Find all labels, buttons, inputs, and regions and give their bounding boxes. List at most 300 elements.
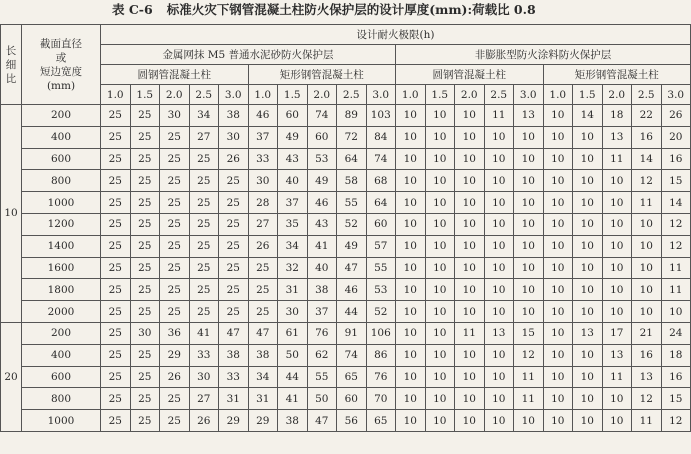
value-cell: 25 <box>101 257 131 279</box>
value-cell: 13 <box>602 344 632 366</box>
value-cell: 10 <box>425 322 455 344</box>
value-cell: 10 <box>396 170 426 192</box>
table-row <box>1 344 691 366</box>
fire-limit-header: 设计耐火极限(h) <box>101 25 691 45</box>
value-cell: 25 <box>219 279 249 301</box>
size-header: 截面直径 或 短边宽度 (mm) <box>22 25 101 105</box>
value-cell: 25 <box>101 366 131 388</box>
value-cell: 12 <box>661 213 691 235</box>
value-cell: 10 <box>632 235 662 257</box>
value-cell: 25 <box>219 192 249 214</box>
value-cell: 11 <box>514 388 544 410</box>
value-cell: 55 <box>337 192 367 214</box>
value-cell: 10 <box>425 213 455 235</box>
hours-header-cell: 2.0 <box>455 85 485 105</box>
value-cell: 25 <box>248 257 278 279</box>
value-cell: 25 <box>130 366 160 388</box>
value-cell: 10 <box>514 257 544 279</box>
value-cell: 16 <box>632 344 662 366</box>
value-cell: 25 <box>130 388 160 410</box>
hours-header-cell: 3.0 <box>366 85 396 105</box>
value-cell: 60 <box>307 126 337 148</box>
value-cell: 10 <box>484 192 514 214</box>
slenderness-header: 长 细 比 <box>1 25 22 105</box>
value-cell: 10 <box>484 279 514 301</box>
value-cell: 25 <box>189 170 219 192</box>
value-cell: 10 <box>602 192 632 214</box>
value-cell: 47 <box>248 322 278 344</box>
value-cell: 10 <box>543 279 573 301</box>
value-cell: 10 <box>543 148 573 170</box>
value-cell: 53 <box>366 279 396 301</box>
value-cell: 46 <box>337 279 367 301</box>
value-cell: 10 <box>455 388 485 410</box>
value-cell: 13 <box>573 322 603 344</box>
value-cell: 25 <box>130 279 160 301</box>
value-cell: 25 <box>130 192 160 214</box>
value-cell: 10 <box>455 410 485 432</box>
value-cell: 76 <box>366 366 396 388</box>
value-cell: 10 <box>543 344 573 366</box>
value-cell: 14 <box>661 192 691 214</box>
value-cell: 10 <box>543 126 573 148</box>
table-row <box>1 213 691 235</box>
value-cell: 10 <box>484 344 514 366</box>
value-cell: 10 <box>396 279 426 301</box>
value-cell: 12 <box>514 344 544 366</box>
value-cell: 25 <box>189 257 219 279</box>
value-cell: 10 <box>396 105 426 127</box>
rectangular-a-header: 矩形钢管混凝土柱 <box>248 65 396 85</box>
value-cell: 10 <box>484 213 514 235</box>
value-cell: 10 <box>455 105 485 127</box>
value-cell: 10 <box>514 301 544 323</box>
value-cell: 91 <box>337 322 367 344</box>
hours-header-cell: 1.5 <box>130 85 160 105</box>
value-cell: 25 <box>130 344 160 366</box>
value-cell: 10 <box>425 279 455 301</box>
value-cell: 49 <box>337 235 367 257</box>
value-cell: 10 <box>514 279 544 301</box>
value-cell: 47 <box>337 257 367 279</box>
value-cell: 25 <box>248 301 278 323</box>
value-cell: 10 <box>543 170 573 192</box>
value-cell: 10 <box>484 257 514 279</box>
value-cell: 10 <box>602 279 632 301</box>
value-cell: 38 <box>248 344 278 366</box>
fire-protection-table <box>0 24 691 432</box>
value-cell: 10 <box>573 301 603 323</box>
value-cell: 10 <box>543 105 573 127</box>
value-cell: 52 <box>366 301 396 323</box>
value-cell: 25 <box>101 301 131 323</box>
table-row <box>1 148 691 170</box>
size-cell: 1800 <box>22 279 101 301</box>
value-cell: 10 <box>484 126 514 148</box>
value-cell: 10 <box>425 301 455 323</box>
value-cell: 33 <box>248 148 278 170</box>
value-cell: 10 <box>602 388 632 410</box>
size-cell: 2000 <box>22 301 101 323</box>
size-cell: 800 <box>22 388 101 410</box>
value-cell: 10 <box>573 344 603 366</box>
value-cell: 10 <box>573 235 603 257</box>
value-cell: 10 <box>425 257 455 279</box>
value-cell: 11 <box>602 366 632 388</box>
value-cell: 10 <box>425 105 455 127</box>
table-number: 表 C-6 <box>112 2 153 17</box>
value-cell: 10 <box>602 257 632 279</box>
value-cell: 25 <box>248 279 278 301</box>
value-cell: 25 <box>189 148 219 170</box>
value-cell: 10 <box>573 170 603 192</box>
value-cell: 10 <box>514 170 544 192</box>
value-cell: 27 <box>248 213 278 235</box>
value-cell: 34 <box>278 235 308 257</box>
value-cell: 16 <box>632 126 662 148</box>
value-cell: 10 <box>543 410 573 432</box>
value-cell: 25 <box>130 410 160 432</box>
value-cell: 25 <box>160 213 190 235</box>
value-cell: 41 <box>278 388 308 410</box>
value-cell: 26 <box>189 410 219 432</box>
value-cell: 10 <box>455 235 485 257</box>
table-row <box>1 301 691 323</box>
hours-header-cell: 1.0 <box>396 85 426 105</box>
value-cell: 10 <box>396 388 426 410</box>
size-cell: 400 <box>22 344 101 366</box>
value-cell: 11 <box>661 257 691 279</box>
value-cell: 38 <box>219 344 249 366</box>
value-cell: 64 <box>366 192 396 214</box>
value-cell: 62 <box>307 344 337 366</box>
hours-header-cell: 2.5 <box>337 85 367 105</box>
value-cell: 10 <box>573 213 603 235</box>
value-cell: 74 <box>366 148 396 170</box>
value-cell: 25 <box>130 213 160 235</box>
value-cell: 10 <box>396 257 426 279</box>
value-cell: 18 <box>602 105 632 127</box>
value-cell: 43 <box>307 213 337 235</box>
value-cell: 13 <box>602 126 632 148</box>
value-cell: 15 <box>661 388 691 410</box>
value-cell: 12 <box>661 410 691 432</box>
value-cell: 35 <box>278 213 308 235</box>
hours-header-cell: 2.0 <box>160 85 190 105</box>
value-cell: 28 <box>248 192 278 214</box>
value-cell: 103 <box>366 105 396 127</box>
value-cell: 10 <box>396 301 426 323</box>
value-cell: 60 <box>337 388 367 410</box>
value-cell: 10 <box>573 279 603 301</box>
value-cell: 47 <box>307 410 337 432</box>
value-cell: 10 <box>396 366 426 388</box>
value-cell: 25 <box>160 148 190 170</box>
value-cell: 76 <box>307 322 337 344</box>
value-cell: 41 <box>189 322 219 344</box>
value-cell: 38 <box>307 279 337 301</box>
hours-header-cell: 1.5 <box>278 85 308 105</box>
value-cell: 10 <box>396 126 426 148</box>
value-cell: 25 <box>130 126 160 148</box>
value-cell: 34 <box>248 366 278 388</box>
value-cell: 65 <box>366 410 396 432</box>
size-cell: 200 <box>22 105 101 127</box>
value-cell: 37 <box>248 126 278 148</box>
table-row <box>1 105 691 127</box>
value-cell: 16 <box>661 366 691 388</box>
value-cell: 10 <box>425 388 455 410</box>
value-cell: 60 <box>278 105 308 127</box>
value-cell: 86 <box>366 344 396 366</box>
value-cell: 16 <box>661 148 691 170</box>
hours-header-cell: 1.0 <box>101 85 131 105</box>
circular-b-header: 圆钢管混凝土柱 <box>396 65 544 85</box>
value-cell: 41 <box>307 235 337 257</box>
value-cell: 40 <box>307 257 337 279</box>
value-cell: 10 <box>484 388 514 410</box>
value-cell: 11 <box>661 279 691 301</box>
value-cell: 46 <box>248 105 278 127</box>
value-cell: 25 <box>130 170 160 192</box>
value-cell: 10 <box>543 213 573 235</box>
value-cell: 56 <box>337 410 367 432</box>
value-cell: 10 <box>484 170 514 192</box>
value-cell: 10 <box>455 192 485 214</box>
value-cell: 25 <box>160 410 190 432</box>
value-cell: 10 <box>484 410 514 432</box>
value-cell: 11 <box>632 192 662 214</box>
value-cell: 17 <box>602 322 632 344</box>
table-row <box>1 257 691 279</box>
value-cell: 30 <box>278 301 308 323</box>
value-cell: 25 <box>130 148 160 170</box>
value-cell: 13 <box>632 366 662 388</box>
value-cell: 10 <box>573 366 603 388</box>
value-cell: 25 <box>160 170 190 192</box>
value-cell: 10 <box>543 301 573 323</box>
value-cell: 25 <box>130 301 160 323</box>
value-cell: 10 <box>632 213 662 235</box>
value-cell: 25 <box>130 235 160 257</box>
value-cell: 10 <box>602 213 632 235</box>
value-cell: 38 <box>278 410 308 432</box>
value-cell: 25 <box>101 126 131 148</box>
table-row <box>1 322 691 344</box>
value-cell: 10 <box>602 170 632 192</box>
value-cell: 58 <box>337 170 367 192</box>
size-cell: 800 <box>22 170 101 192</box>
value-cell: 24 <box>661 322 691 344</box>
value-cell: 11 <box>455 322 485 344</box>
value-cell: 10 <box>396 344 426 366</box>
value-cell: 10 <box>396 322 426 344</box>
value-cell: 10 <box>455 170 485 192</box>
value-cell: 10 <box>484 148 514 170</box>
value-cell: 10 <box>455 301 485 323</box>
value-cell: 10 <box>573 192 603 214</box>
value-cell: 106 <box>366 322 396 344</box>
value-cell: 10 <box>425 148 455 170</box>
value-cell: 25 <box>101 235 131 257</box>
value-cell: 61 <box>278 322 308 344</box>
value-cell: 11 <box>632 410 662 432</box>
value-cell: 49 <box>307 170 337 192</box>
value-cell: 64 <box>337 148 367 170</box>
value-cell: 10 <box>396 148 426 170</box>
value-cell: 25 <box>189 213 219 235</box>
value-cell: 25 <box>101 105 131 127</box>
value-cell: 25 <box>160 192 190 214</box>
value-cell: 14 <box>573 105 603 127</box>
value-cell: 10 <box>543 257 573 279</box>
value-cell: 10 <box>543 192 573 214</box>
value-cell: 25 <box>101 213 131 235</box>
value-cell: 10 <box>396 192 426 214</box>
value-cell: 10 <box>573 388 603 410</box>
value-cell: 11 <box>484 105 514 127</box>
value-cell: 33 <box>189 344 219 366</box>
table-row <box>1 366 691 388</box>
slenderness-cell: 10 <box>1 105 22 323</box>
value-cell: 32 <box>278 257 308 279</box>
table-caption: 标准火灾下钢管混凝土柱防火保护层的设计厚度(mm):荷载比 0.8 <box>166 2 536 17</box>
value-cell: 29 <box>248 410 278 432</box>
value-cell: 31 <box>278 279 308 301</box>
value-cell: 25 <box>219 301 249 323</box>
hours-header-cell: 1.0 <box>543 85 573 105</box>
value-cell: 25 <box>101 410 131 432</box>
size-cell: 200 <box>22 322 101 344</box>
value-cell: 10 <box>602 301 632 323</box>
value-cell: 44 <box>278 366 308 388</box>
value-cell: 10 <box>425 170 455 192</box>
value-cell: 10 <box>514 126 544 148</box>
value-cell: 20 <box>661 126 691 148</box>
value-cell: 15 <box>661 170 691 192</box>
value-cell: 60 <box>366 213 396 235</box>
value-cell: 25 <box>189 279 219 301</box>
value-cell: 10 <box>573 126 603 148</box>
value-cell: 10 <box>573 257 603 279</box>
protection-a-header: 金属网抹 M5 普通水泥砂防火保护层 <box>101 45 396 65</box>
table-row <box>1 126 691 148</box>
value-cell: 25 <box>160 279 190 301</box>
table-title <box>0 0 691 20</box>
value-cell: 10 <box>632 257 662 279</box>
size-cell: 1000 <box>22 192 101 214</box>
value-cell: 74 <box>337 344 367 366</box>
size-cell: 600 <box>22 148 101 170</box>
protection-b-header: 非膨胀型防火涂料防火保护层 <box>396 45 691 65</box>
value-cell: 30 <box>160 105 190 127</box>
value-cell: 30 <box>248 170 278 192</box>
rectangular-b-header: 矩形钢管混凝土柱 <box>543 65 691 85</box>
value-cell: 10 <box>632 301 662 323</box>
value-cell: 33 <box>219 366 249 388</box>
hours-header-cell: 2.5 <box>632 85 662 105</box>
value-cell: 25 <box>101 192 131 214</box>
value-cell: 10 <box>573 148 603 170</box>
value-cell: 10 <box>632 279 662 301</box>
value-cell: 34 <box>189 105 219 127</box>
value-cell: 10 <box>543 235 573 257</box>
value-cell: 53 <box>307 148 337 170</box>
circular-a-header: 圆钢管混凝土柱 <box>101 65 249 85</box>
value-cell: 40 <box>278 170 308 192</box>
value-cell: 25 <box>219 213 249 235</box>
value-cell: 57 <box>366 235 396 257</box>
value-cell: 25 <box>130 105 160 127</box>
value-cell: 10 <box>425 126 455 148</box>
size-cell: 400 <box>22 126 101 148</box>
value-cell: 10 <box>484 235 514 257</box>
value-cell: 26 <box>160 366 190 388</box>
value-cell: 25 <box>160 301 190 323</box>
value-cell: 12 <box>632 388 662 410</box>
value-cell: 10 <box>484 301 514 323</box>
value-cell: 10 <box>455 344 485 366</box>
value-cell: 12 <box>632 170 662 192</box>
value-cell: 25 <box>219 170 249 192</box>
value-cell: 31 <box>248 388 278 410</box>
table-row <box>1 388 691 410</box>
value-cell: 10 <box>602 410 632 432</box>
value-cell: 10 <box>543 322 573 344</box>
value-cell: 10 <box>425 366 455 388</box>
table-row <box>1 235 691 257</box>
size-cell: 600 <box>22 366 101 388</box>
size-cell: 1600 <box>22 257 101 279</box>
value-cell: 10 <box>455 148 485 170</box>
value-cell: 30 <box>219 126 249 148</box>
value-cell: 25 <box>101 170 131 192</box>
value-cell: 10 <box>573 410 603 432</box>
value-cell: 10 <box>514 213 544 235</box>
value-cell: 11 <box>602 148 632 170</box>
value-cell: 10 <box>396 235 426 257</box>
value-cell: 30 <box>189 366 219 388</box>
value-cell: 37 <box>307 301 337 323</box>
hours-header-cell: 2.0 <box>307 85 337 105</box>
value-cell: 10 <box>514 148 544 170</box>
value-cell: 10 <box>425 410 455 432</box>
value-cell: 50 <box>278 344 308 366</box>
value-cell: 25 <box>160 126 190 148</box>
hours-header-cell: 2.5 <box>189 85 219 105</box>
value-cell: 43 <box>278 148 308 170</box>
size-cell: 1200 <box>22 213 101 235</box>
slenderness-cell: 20 <box>1 322 22 431</box>
value-cell: 10 <box>455 213 485 235</box>
value-cell: 21 <box>632 322 662 344</box>
value-cell: 10 <box>514 235 544 257</box>
value-cell: 25 <box>101 388 131 410</box>
value-cell: 25 <box>101 279 131 301</box>
value-cell: 25 <box>130 257 160 279</box>
value-cell: 89 <box>337 105 367 127</box>
value-cell: 18 <box>661 344 691 366</box>
value-cell: 10 <box>396 213 426 235</box>
value-cell: 74 <box>307 105 337 127</box>
value-cell: 27 <box>189 126 219 148</box>
value-cell: 11 <box>514 366 544 388</box>
hours-header-cell: 1.0 <box>248 85 278 105</box>
value-cell: 50 <box>307 388 337 410</box>
value-cell: 55 <box>307 366 337 388</box>
value-cell: 10 <box>425 192 455 214</box>
value-cell: 10 <box>661 301 691 323</box>
